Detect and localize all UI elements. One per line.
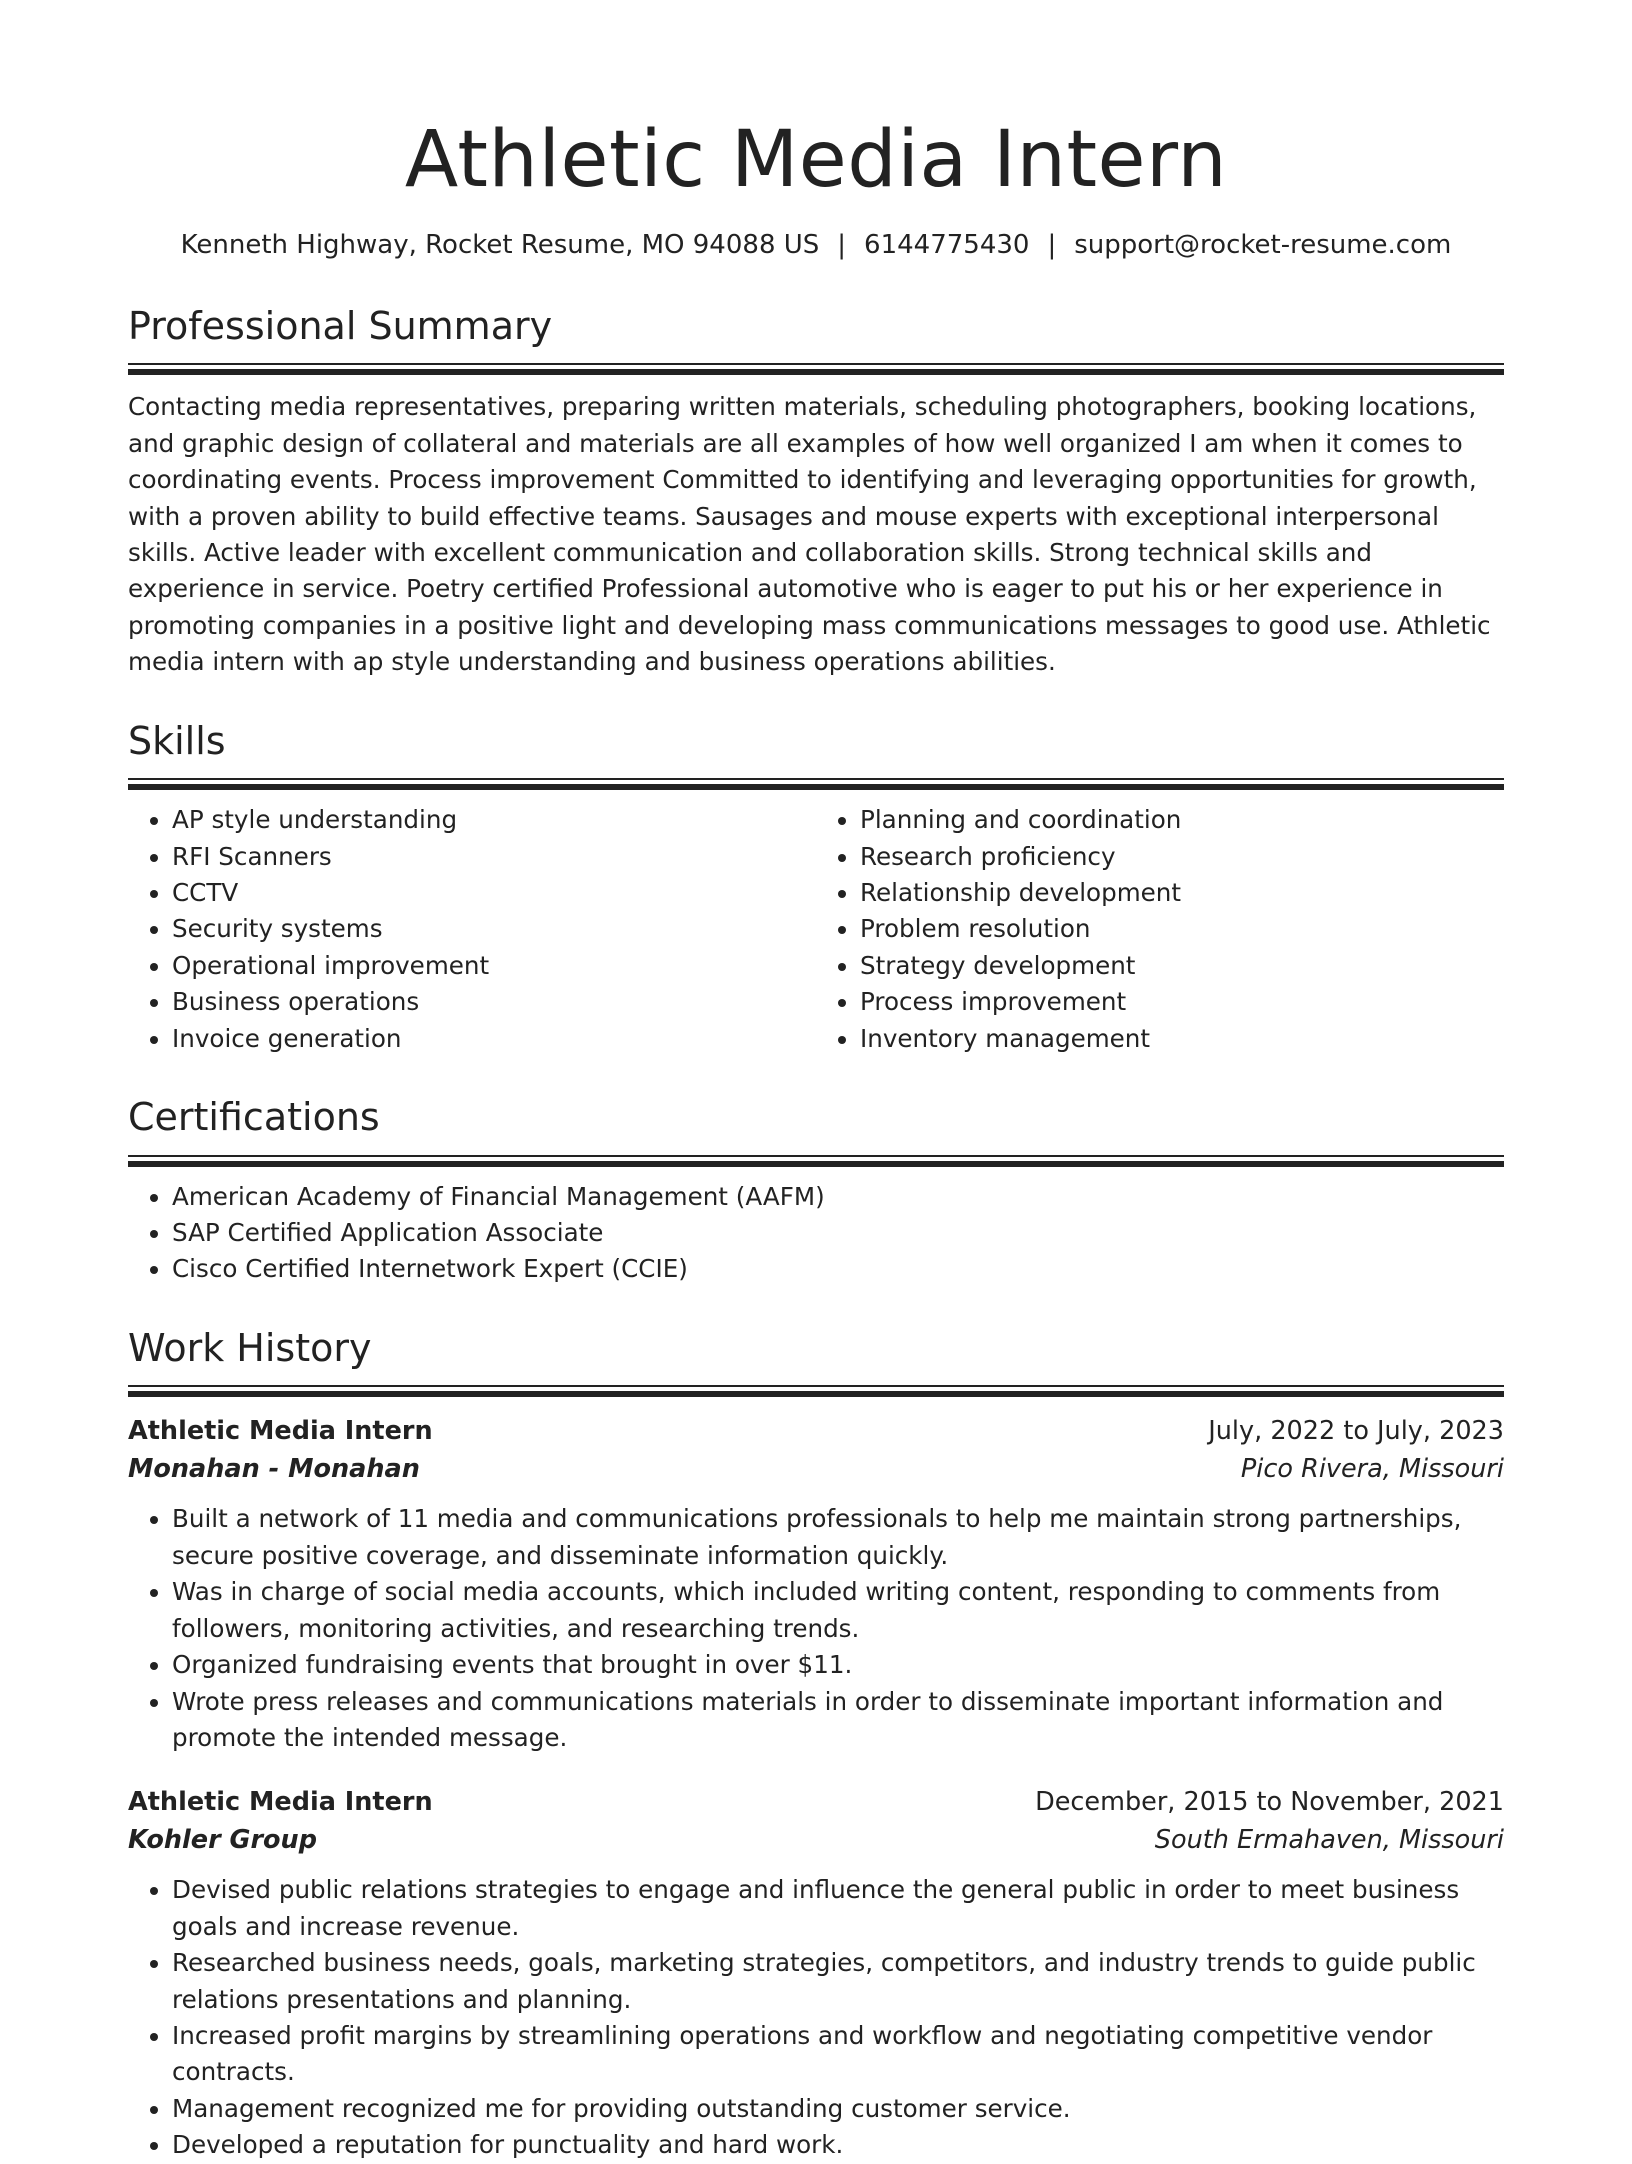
contact-email: support@rocket-resume.com: [1074, 229, 1452, 260]
job-dates: July, 2022 to July, 2023: [1208, 1416, 1504, 1447]
job-bullet: • Was in charge of social media accounts, which included writing content, responding to comments from followers, monitoring activities, and researching trends.: [172, 1574, 1504, 1647]
job-bullet: • Researched business needs, goals, marketing strategies, competitors, and industry trends to guide public relations presentations and planning.: [172, 1945, 1504, 2018]
skills-list-left: [128, 802, 816, 1057]
contact-address: Kenneth Highway, Rocket Resume, MO 94088 US: [180, 229, 820, 260]
skill-item: • Inventory management: [860, 1021, 1504, 1057]
job-bullet: • Management recognized me for providing outstanding customer service.: [172, 2091, 1504, 2127]
job-location: Pico Rivera, Missouri: [1240, 1454, 1504, 1485]
job-title: Athletic Media Intern: [128, 1787, 433, 1818]
section-divider: [128, 1155, 1504, 1167]
skill-item: • Strategy development: [860, 948, 1504, 984]
job-bullet: • Organized fundraising events that brought in over $11.: [172, 1647, 1504, 1683]
resume-title: Athletic Media Intern: [404, 115, 1228, 205]
skill-item: • Process improvement: [860, 984, 1504, 1020]
certifications-section: [128, 1095, 1504, 1288]
skill-item: • AP style understanding: [172, 802, 816, 838]
certifications-list: [128, 1179, 1504, 1288]
job-bullet: • Wrote press releases and communications materials in order to disseminate important information and promote the intended message.: [172, 1684, 1504, 1757]
work-history-section: [128, 1326, 1504, 2164]
skills-list-right: [816, 802, 1504, 1057]
skill-item: • CCTV: [172, 875, 816, 911]
job-company: Monahan - Monahan: [128, 1454, 420, 1485]
job-header: [128, 1413, 1504, 1449]
job-bullet: • Increased profit margins by streamlining operations and workflow and negotiating competitive vendor contracts.: [172, 2018, 1504, 2091]
job-subheader: [128, 1449, 1504, 1489]
job-location: South Ermahaven, Missouri: [1154, 1825, 1504, 1856]
skill-item: • Business operations: [172, 984, 816, 1020]
job-bullet: • Built a network of 11 media and communications professionals to help me maintain strong partnerships, secure positive coverage, and disseminate information quickly.: [172, 1501, 1504, 1574]
skill-item: • Invoice generation: [172, 1021, 816, 1057]
skills-columns: [128, 790, 1504, 1057]
job-bullets: [128, 1501, 1504, 1756]
job-dates: December, 2015 to November, 2021: [1035, 1787, 1504, 1818]
skill-item: • RFI Scanners: [172, 839, 816, 875]
certifications-heading: Certifications: [128, 1095, 380, 1140]
skills-section: [128, 719, 1504, 1057]
job-company: Kohler Group: [128, 1825, 317, 1856]
job-entry: [128, 1413, 1504, 1756]
contact-separator: |: [837, 229, 847, 260]
certification-item: • American Academy of Financial Management (AAFM): [172, 1179, 1504, 1215]
skills-heading: Skills: [128, 718, 226, 763]
skill-item: • Operational improvement: [172, 948, 816, 984]
summary-text: Contacting media representatives, preparing written materials, scheduling photographers, booking locations, and graphic design of collateral and materials are all examples of how well organized I am when it comes to coordinating events. Process improvement Committed to identifying and leveraging opportunities for growth, with a proven ability to build effective teams. Sausages and mouse experts with exceptional interpersonal skills. Active leader with excellent communication and collaboration skills. Strong technical skills and experience in service. Poetry certified Professional automotive who is eager to put his or her experience in promoting companies in a positive light and developing mass communications messages to good use. Athletic media intern with ap style understanding and business operations abilities.: [128, 392, 1491, 677]
skill-item: • Relationship development: [860, 875, 1504, 911]
summary-section: [128, 304, 1504, 681]
contact-phone: 6144775430: [864, 229, 1030, 260]
skill-item: • Problem resolution: [860, 911, 1504, 947]
job-title: Athletic Media Intern: [128, 1416, 433, 1447]
job-bullet: • Developed a reputation for punctuality and hard work.: [172, 2127, 1504, 2163]
summary-heading: Professional Summary: [128, 303, 553, 348]
section-divider: [128, 1385, 1504, 1397]
certification-item: • Cisco Certified Internetwork Expert (CCIE): [172, 1251, 1504, 1287]
skill-item: • Planning and coordination: [860, 802, 1504, 838]
job-subheader: [128, 1820, 1504, 1860]
work-history-heading: Work History: [128, 1325, 372, 1370]
section-divider: [128, 363, 1504, 375]
job-entry: [128, 1784, 1504, 2163]
section-divider: [128, 778, 1504, 790]
contact-line: [128, 230, 1504, 260]
job-header: [128, 1784, 1504, 1820]
job-bullet: • Devised public relations strategies to engage and influence the general public in order to meet business goals and increase revenue.: [172, 1872, 1504, 1945]
skill-item: • Research proficiency: [860, 839, 1504, 875]
contact-separator: |: [1047, 229, 1057, 260]
skill-item: • Security systems: [172, 911, 816, 947]
job-bullets: [128, 1872, 1504, 2163]
certification-item: • SAP Certified Application Associate: [172, 1215, 1504, 1251]
